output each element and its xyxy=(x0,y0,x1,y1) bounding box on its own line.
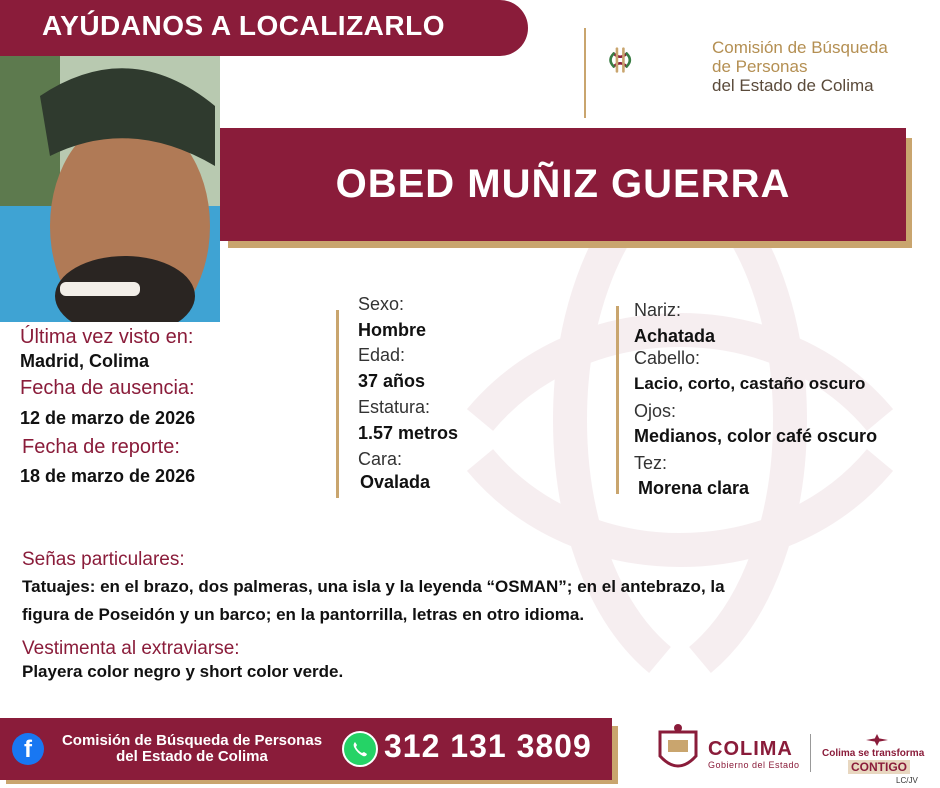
report-date-value: 18 de marzo de 2026 xyxy=(20,466,196,486)
last-seen-label: Última vez visto en: xyxy=(20,326,194,348)
logo-separator xyxy=(810,734,811,772)
eyes-label: Ojos: xyxy=(634,401,677,421)
absence-date-label: Fecha de ausencia: xyxy=(20,377,195,399)
colima-logo-text: COLIMA xyxy=(708,738,793,760)
org-name-line2: de Personas xyxy=(712,57,808,76)
clothing-label: Vestimenta al extraviarse: xyxy=(22,638,240,659)
report-date-label: Fecha de reporte: xyxy=(22,436,180,458)
whatsapp-icon[interactable] xyxy=(342,731,378,767)
author-initials: LC/JV xyxy=(896,776,918,785)
fb-line2: del Estado de Colima xyxy=(116,748,268,765)
skin-label: Tez: xyxy=(634,453,668,473)
logo-divider xyxy=(584,28,586,118)
comision-logo-icon xyxy=(604,10,714,110)
facebook-page-name[interactable] xyxy=(48,733,336,765)
right-divider xyxy=(616,306,619,494)
nose-value: Achatada xyxy=(634,326,716,346)
slogan-line2: CONTIGO xyxy=(848,760,910,774)
banner-title: AYÚDANOS A LOCALIZARLO xyxy=(42,10,445,41)
face-label: Cara: xyxy=(358,449,403,469)
features-label: Señas particulares: xyxy=(22,549,185,570)
missing-person-photo xyxy=(0,56,220,322)
org-name-line3: del Estado de Colima xyxy=(712,76,874,95)
features-line1: Tatuajes: en el brazo, dos palmeras, una isla y la leyenda “OSMAN”; en el antebrazo, la xyxy=(22,577,725,596)
hair-label: Cabello: xyxy=(634,348,701,368)
phone-number[interactable]: 312 131 3809 xyxy=(384,728,592,764)
org-name-line1: Comisión de Búsqueda xyxy=(712,38,888,57)
nose-label: Nariz: xyxy=(634,300,682,320)
colima-subtitle: Gobierno del Estado xyxy=(708,760,800,770)
name-box xyxy=(220,128,906,241)
mid-divider xyxy=(336,310,339,498)
colima-coat-of-arms-icon xyxy=(656,722,700,776)
person-name: OBED MUÑIZ GUERRA xyxy=(335,162,791,206)
age-value: 37 años xyxy=(358,371,426,391)
header-banner xyxy=(0,0,528,56)
org-name xyxy=(712,38,888,95)
sex-value: Hombre xyxy=(358,320,427,340)
features-line2: figura de Poseidón y un barco; en la pantorrilla, letras en otro idioma. xyxy=(22,605,585,624)
absence-date-value: 12 de marzo de 2026 xyxy=(20,408,196,428)
height-value: 1.57 metros xyxy=(358,423,459,443)
flower-icon xyxy=(866,734,888,746)
age-label: Edad: xyxy=(358,345,406,365)
skin-value: Morena clara xyxy=(638,478,750,498)
height-label: Estatura: xyxy=(358,397,431,417)
facebook-icon[interactable]: f xyxy=(12,733,44,765)
slogan-line1: Colima se transforma xyxy=(822,748,925,759)
sex-label: Sexo: xyxy=(358,294,405,314)
fb-line1: Comisión de Búsqueda de Personas xyxy=(61,732,323,749)
hair-value: Lacio, corto, castaño oscuro xyxy=(634,374,866,393)
eyes-value: Medianos, color café oscuro xyxy=(634,426,878,446)
last-seen-value: Madrid, Colima xyxy=(20,351,150,371)
face-value: Ovalada xyxy=(360,472,431,492)
clothing-value: Playera color negro y short color verde. xyxy=(22,662,344,681)
